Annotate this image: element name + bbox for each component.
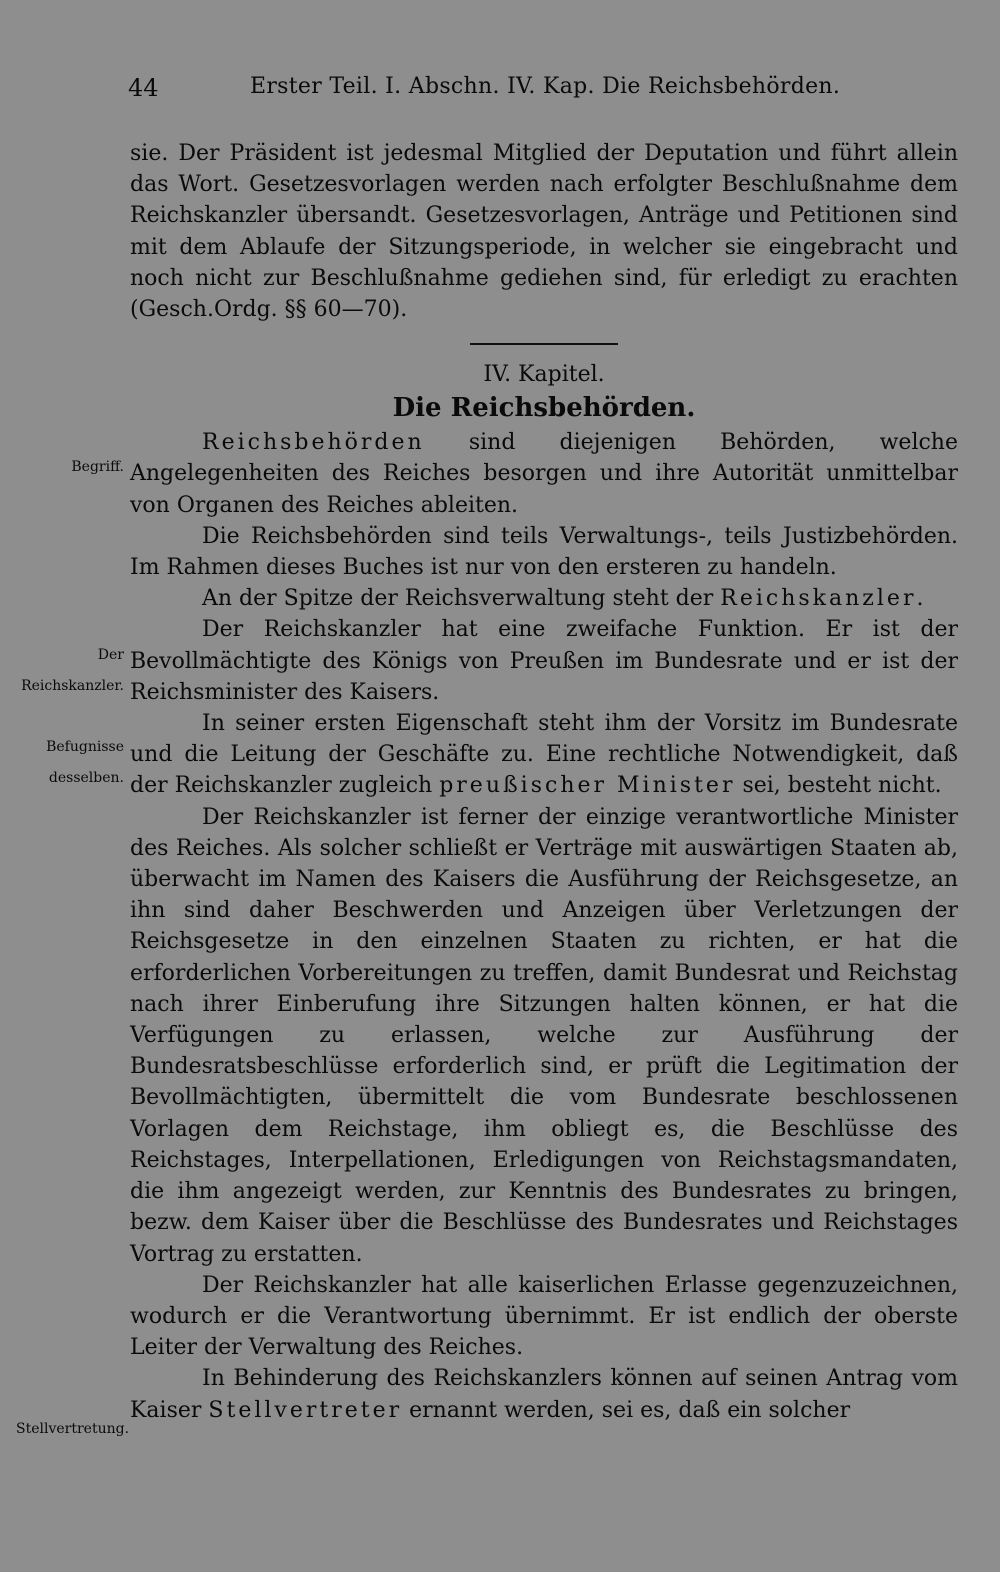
margin-note-befugnisse: Befugnisse desselben. xyxy=(46,739,124,786)
page-number: 44 xyxy=(128,74,159,102)
intro-paragraph: sie. Der Präsident ist jedesmal Mitglied der Deputation und führt allein das Wort. Gesetzesvorlagen werden nach erfolgter Beschlußnahme dem Reichskanzler übersandt. Gesetzesvorlagen, Anträge und Petitionen sind mit dem Ablaufe der Sitzungsperiode, in welcher sie eingebracht und noch nicht zur Beschlußnahme gediehen sind, für erledigt zu erachten (Gesch.Ordg. §§ 60—70). xyxy=(130,141,958,323)
paragraph-text: sind diejenigen Behörden, welche Angelegenheiten des Reiches besorgen und ihre Autorität unmittelbar von Organen des Reiches ableiten. xyxy=(130,430,958,518)
paragraph-countersign: Der Reichskanzler hat alle kaiserlichen Erlasse gegenzuzeichnen, wodurch er die Verantwortung übernimmt. Er ist endlich der oberste Leiter der Verwaltung des Reiches. xyxy=(130,1272,958,1361)
running-head xyxy=(128,70,958,106)
paragraph-text: In seiner ersten Eigenschaft steht ihm der Vorsitz im Bundesrate und die Leitung der Geschäfte zu. Eine rechtliche Notwendigkeit, daß der Reichskanzler zugleich xyxy=(130,711,958,799)
paragraph-deputy xyxy=(130,1363,958,1425)
paragraph-definition xyxy=(130,427,958,521)
spaced-term: Reichsbehörden xyxy=(202,430,425,456)
margin-note-stellvertretung: Stellvertretung. xyxy=(16,1421,130,1437)
margin-note-reichskanzler: Der Reichskanzler. xyxy=(21,647,124,694)
running-title: Erster Teil. I. Abschn. IV. Kap. Die Reichsbehörden. xyxy=(250,74,841,99)
paragraph-text: In Behinderung des Reichskanzlers können auf seinen Antrag vom Kaiser xyxy=(130,1366,958,1423)
paragraph-first-capacity xyxy=(130,708,958,802)
margin-note-begriff: Begriff. xyxy=(71,459,124,475)
spaced-term: preußischer Minister xyxy=(439,773,736,799)
paragraph-types: Die Reichsbehörden sind teils Verwaltungs-, teils Justizbehörden. Im Rahmen dieses Buches ist nur von den ersteren zu handeln. xyxy=(130,523,958,581)
paragraph-responsible-minister: Der Reichskanzler ist ferner der einzige verantwortliche Minister des Reiches. Als solcher schließt er Verträge mit auswärtigen Staaten ab, überwacht im Namen des Kaisers die Ausführung der Reichsgesetze, an ihn sind daher Beschwerden und Anzeigen über Verletzungen der Reichsgesetze in den einzelnen Staaten zu richten, er hat die erforderlichen Vorbereitungen zu treffen, damit Bundesrat und Reichstag nach ihrer Einberufung ihre Sitzungen halten können, er hat die Verfügungen zu erlassen, welche zur Ausführung der Bundesratsbeschlüsse erforderlich sind, er prüft die Legitimation der Bevollmächtigten, übermittelt die vom Bundesrate beschlossenen Vorlagen dem Reichstage, ihm obliegt es, die Beschlüsse des Reichstages, Interpellationen, Erledigungen von Reichstagsmandaten, die ihm angezeigt werden, zur Kenntnis des Bundesrates zu bringen, bezw. dem Kaiser über die Beschlüsse des Bundesrates und Reichstages Vortrag zu erstatten. xyxy=(130,804,958,1267)
paragraph-text: An der Spitze der Reichsverwaltung steht der xyxy=(202,586,721,612)
paragraph-chancellor-head xyxy=(130,583,958,614)
paragraph-text: sei, besteht nicht. xyxy=(735,773,942,799)
text-column xyxy=(130,138,958,1426)
chapter-title: Die Reichsbehörden. xyxy=(392,393,696,424)
spaced-term: Reichskanzler xyxy=(720,586,917,612)
paragraph-dual-function: Der Reichskanzler hat eine zweifache Funktion. Er ist der Bevollmächtigte des Königs von Preußen im Bundesrate und er ist der Reichsminister des Kaisers. xyxy=(130,617,958,705)
spaced-term: Stellvertreter xyxy=(208,1397,403,1423)
chapter-number: IV. Kapitel. xyxy=(483,362,605,388)
section-divider xyxy=(470,343,618,345)
paragraph-text: ernannt werden, sei es, daß ein solcher xyxy=(402,1397,851,1423)
paragraph-text: . xyxy=(916,586,924,612)
